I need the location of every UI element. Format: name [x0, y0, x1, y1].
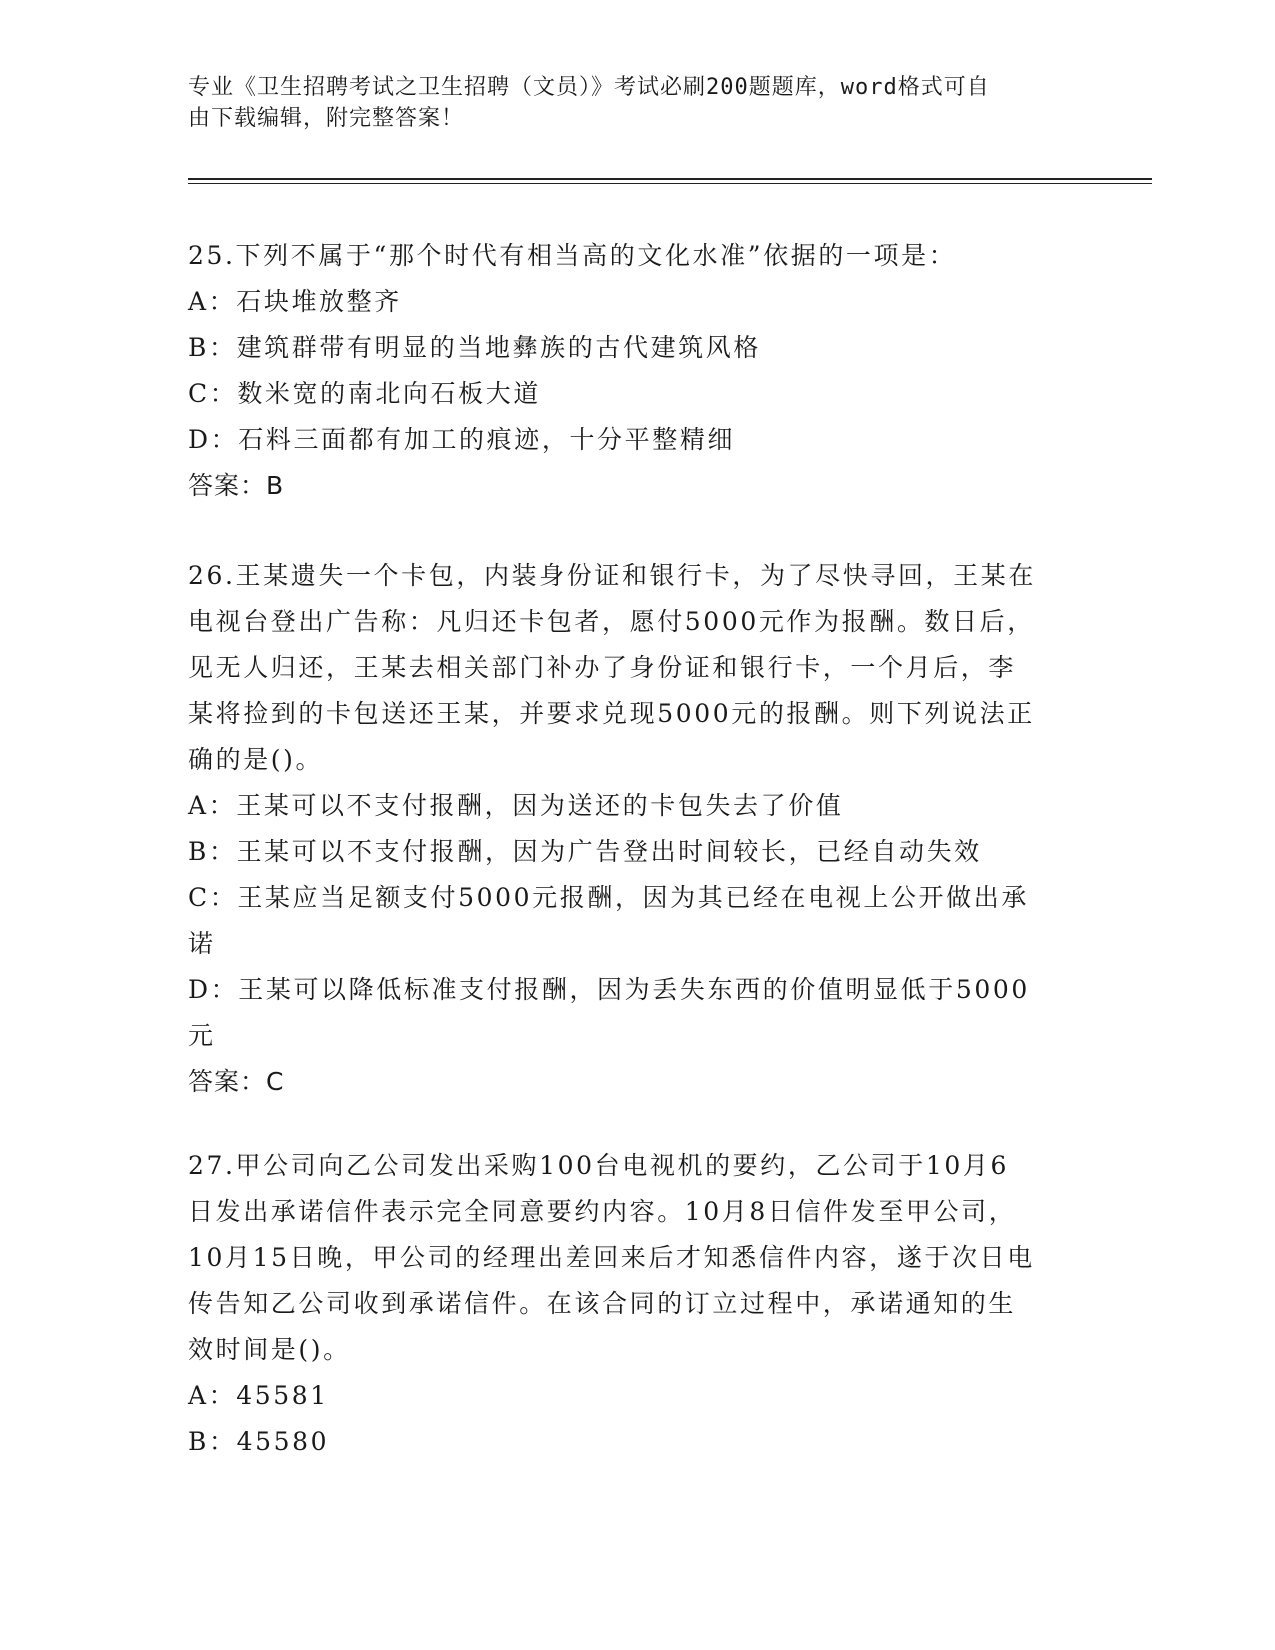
- header-line-1: 专业《卫生招聘考试之卫生招聘（文员）》考试必刷200题题库，word格式可自: [188, 75, 990, 100]
- option-b: B：45580: [188, 1427, 330, 1456]
- option-c-continued: 诺: [188, 929, 216, 958]
- question-stem-line: 10月15日晚，甲公司的经理出差回来后才知悉信件内容，遂于次日电: [188, 1243, 1035, 1272]
- option-a: A：王某可以不支付报酬，因为送还的卡包失去了价值: [188, 791, 844, 820]
- question-stem-line: 日发出承诺信件表示完全同意要约内容。10月8日信件发至甲公司，: [188, 1197, 1017, 1226]
- question-stem-line: 26.王某遗失一个卡包，内装身份证和银行卡，为了尽快寻回，王某在: [188, 561, 1036, 590]
- question-26: [188, 553, 1088, 1105]
- header-line-2: 由下载编辑，附完整答案！: [188, 106, 465, 131]
- option-d: D：石料三面都有加工的痕迹，十分平整精细: [188, 425, 736, 454]
- option-b: B：王某可以不支付报酬，因为广告登出时间较长，已经自动失效: [188, 837, 982, 866]
- option-d-continued: 元: [188, 1021, 216, 1050]
- question-stem-line: 确的是()。: [188, 745, 324, 774]
- document-header: [188, 72, 1078, 134]
- option-d: D：王某可以降低标准支付报酬，因为丢失东西的价值明显低于5000: [188, 975, 1030, 1004]
- answer-line: 答案：C: [188, 1067, 285, 1096]
- header-divider: [188, 178, 1152, 184]
- option-a: A：45581: [188, 1381, 329, 1410]
- option-c: C：数米宽的南北向石板大道: [188, 379, 541, 408]
- question-stem-line: 见无人归还，王某去相关部门补办了身份证和银行卡，一个月后，李: [188, 653, 1017, 682]
- question-stem-line: 25.下列不属于“那个时代有相当高的文化水准”依据的一项是：: [188, 241, 957, 270]
- option-a: A：石块堆放整齐: [188, 287, 402, 316]
- option-b: B：建筑群带有明显的当地彝族的古代建筑风格: [188, 333, 761, 362]
- question-stem-line: 传告知乙公司收到承诺信件。在该合同的订立过程中，承诺通知的生: [188, 1289, 1017, 1318]
- question-stem-line: 27.甲公司向乙公司发出采购100台电视机的要约，乙公司于10月6: [188, 1151, 1009, 1180]
- option-c: C：王某应当足额支付5000元报酬，因为其已经在电视上公开做出承: [188, 883, 1029, 912]
- answer-line: 答案：B: [188, 471, 285, 500]
- question-27: [188, 1143, 1088, 1465]
- question-25: [188, 233, 1088, 509]
- question-stem-line: 电视台登出广告称：凡归还卡包者，愿付5000元作为报酬。数日后，: [188, 607, 1035, 636]
- question-stem-line: 某将捡到的卡包送还王某，并要求兑现5000元的报酬。则下列说法正: [188, 699, 1035, 728]
- question-stem-line: 效时间是()。: [188, 1335, 351, 1364]
